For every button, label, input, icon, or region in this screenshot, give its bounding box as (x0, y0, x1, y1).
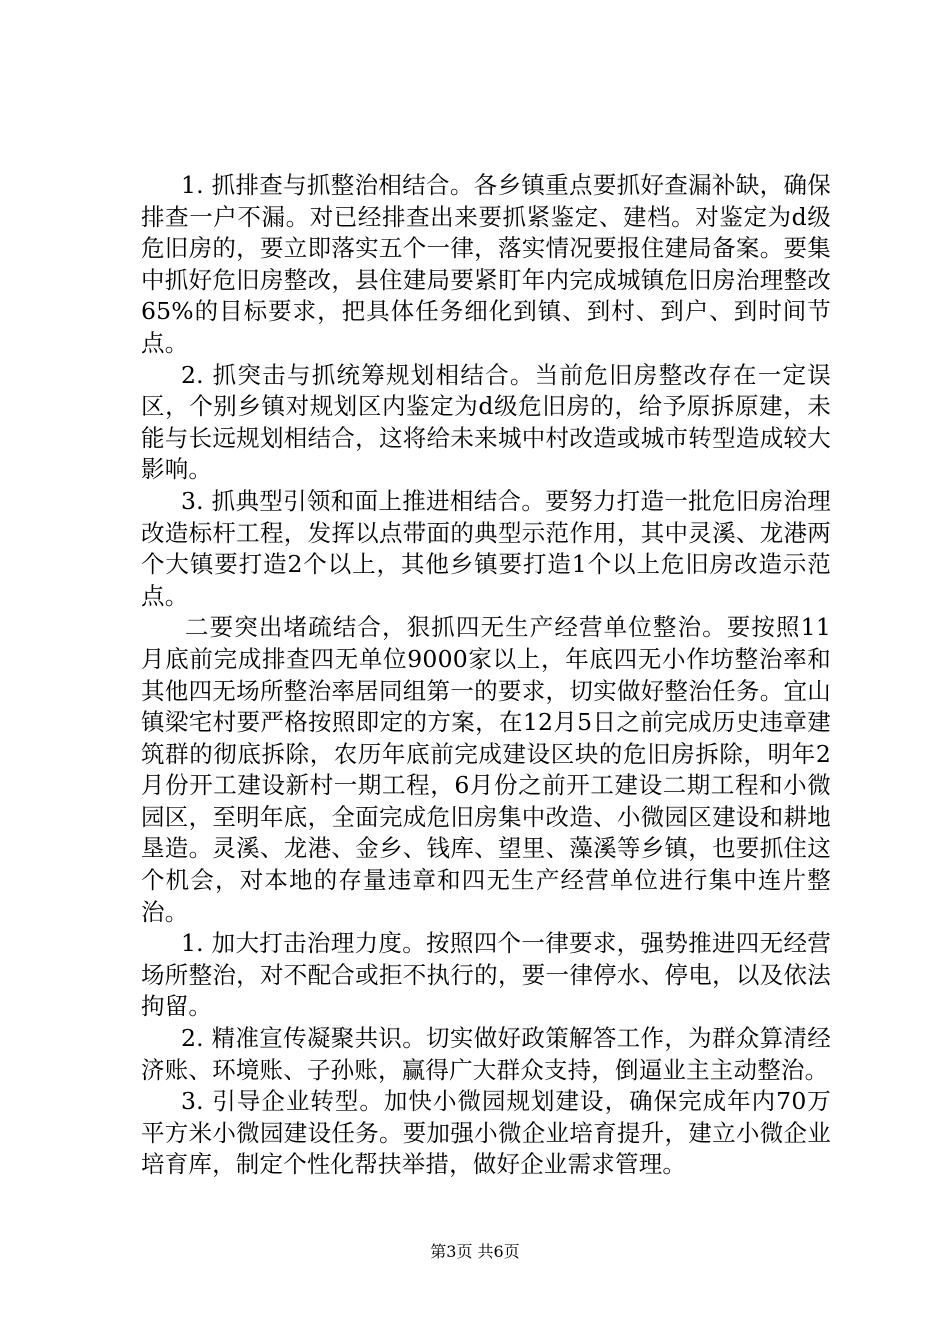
document-body (141, 170, 831, 1181)
paragraph-2: 2. 抓突击与抓统筹规划相结合。当前危旧房整改存在一定误区，个别乡镇对规划区内鉴定为d级危旧房的，给予原拆原建，未能与长远规划相结合，这将给未来城中村改造或城市转型造成较大影响。 (141, 360, 831, 484)
paragraph-6: 2. 精准宣传凝聚共识。切实做好政策解答工作，为群众算清经济账、环境账、子孙账，赢得广大群众支持，倒逼业主主动整治。 (141, 1024, 831, 1084)
paragraph-7: 3. 引导企业转型。加快小微园规划建设，确保完成年内70万平方米小微园建设任务。要加强小微企业培育提升，建立小微企业培育库，制定个性化帮扶举措，做好企业需求管理。 (141, 1087, 831, 1179)
paragraph-5: 1. 加大打击治理力度。按照四个一律要求，强势推进四无经营场所整治，对不配合或拒不执行的，要一律停水、停电，以及依法拘留。 (141, 929, 831, 1021)
page-footer: 第3页 共6页 (430, 1242, 520, 1261)
paragraph-1: 1. 抓排查与抓整治相结合。各乡镇重点要抓好查漏补缺，确保排查一户不漏。对已经排查出来要抓紧鉴定、建档。对鉴定为d级危旧房的，要立即落实五个一律，落实情况要报住建局备案。要集中抓好危旧房整改，县住建局要紧盯年内完成城镇危旧房治理整改65%的目标要求，把具体任务细化到镇、到村、到户、到时间节点。 (141, 171, 831, 357)
paragraph-4: 二要突出堵疏结合，狠抓四无生产经营单位整治。要按照11月底前完成排查四无单位9000家以上，年底四无小作坊整治率和其他四无场所整治率居同组第一的要求，切实做好整治任务。宜山镇梁宅村要严格按照即定的方案，在12月5日之前完成历史违章建筑群的彻底拆除，农历年底前完成建设区块的危旧房拆除，明年2月份开工建设新村一期工程，6月份之前开工建设二期工程和小微园区，至明年底，全面完成危旧房集中改造、小微园区建设和耕地垦造。灵溪、龙港、金乡、钱库、望里、藻溪等乡镇，也要抓住这个机会，对本地的存量违章和四无生产经营单位进行集中连片整治。 (141, 613, 831, 926)
paragraph-3: 3. 抓典型引领和面上推进相结合。要努力打造一批危旧房治理改造标杆工程，发挥以点带面的典型示范作用，其中灵溪、龙港两个大镇要打造2个以上，其他乡镇要打造1个以上危旧房改造示范点。 (141, 486, 831, 610)
